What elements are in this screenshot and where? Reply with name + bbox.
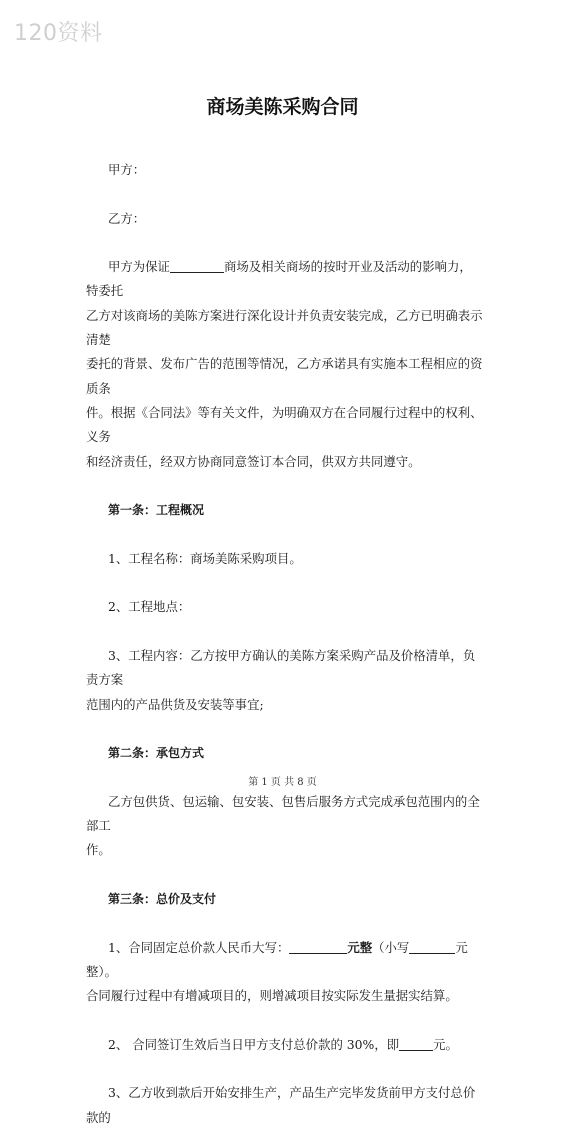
item-text: （小写 <box>372 939 410 955</box>
item-text: 元整 <box>347 939 373 955</box>
page-footer: 第 1 页 共 8 页 <box>248 777 317 788</box>
article-3-item-2 <box>86 1033 484 1057</box>
article-3-item-1 <box>86 936 484 985</box>
item-text: 2、 合同签订生效后当日甲方支付总价款的 30%，即 <box>108 1036 400 1052</box>
blank-line <box>170 258 224 273</box>
intro-line-2: 乙方对该商场的美陈方案进行深化设计并负责安装完成，乙方已明确表示清楚 <box>86 307 483 348</box>
intro-line-1 <box>86 255 484 304</box>
article-1-heading: 第一条：工程概况 <box>108 503 205 518</box>
article-3-item-3: 3、乙方收到款后开始安排生产，产品生产完毕发货前甲方支付总价款的 <box>86 1085 476 1125</box>
article-1-item-1: 1、工程名称：商场美陈采购项目。 <box>108 550 302 566</box>
item-text: 1、合同固定总价款人民币大写： <box>108 939 290 955</box>
intro-line-3: 委托的背景、发布广告的范围等情况，乙方承诺具有实施本工程相应的资质条 <box>86 356 483 396</box>
intro-text: 商场及相关商场的按时开业及活动的影响力，特委托 <box>86 259 472 299</box>
contract-title: 商场美陈采购合同 <box>206 96 359 118</box>
article-2-heading: 第二条：承包方式 <box>108 746 205 761</box>
blank-line <box>409 939 455 954</box>
article-2-line-1: 乙方包供货、包运输、包安装、包售后服务方式完成承包范围内的全部工 <box>86 793 480 834</box>
item-text: 元整）。 <box>86 939 468 979</box>
article-1-item-2: 2、工程地点： <box>108 599 191 615</box>
party-a-line: 甲方： <box>108 162 146 177</box>
blank-line <box>289 939 347 954</box>
party-b-line: 乙方： <box>108 210 146 226</box>
article-1-item-3-cont: 范围内的产品供货及安装等事宜; <box>86 696 264 712</box>
intro-text: 甲方为保证 <box>108 259 170 275</box>
watermark-logo: 120资料 <box>14 21 103 46</box>
article-1-item-3: 3、工程内容：乙方按甲方确认的美陈方案采购产品及价格清单，负责方案 <box>86 647 476 688</box>
item-text: 元。 <box>433 1036 458 1052</box>
contract-body <box>86 158 484 1130</box>
blank-line <box>399 1036 433 1051</box>
article-3-heading: 第三条：总价及支付 <box>108 891 217 906</box>
article-3-item-1-cont: 合同履行过程中有增减项目的，则增减项目按实际发生量据实结算。 <box>86 988 458 1004</box>
article-2-line-2: 作。 <box>86 842 111 858</box>
intro-line-5: 和经济责任，经双方协商同意签订本合同，供双方共同遵守。 <box>86 453 421 469</box>
intro-line-4: 件。根据《合同法》等有关文件，为明确双方在合同履行过程中的权利、义务 <box>86 404 483 445</box>
